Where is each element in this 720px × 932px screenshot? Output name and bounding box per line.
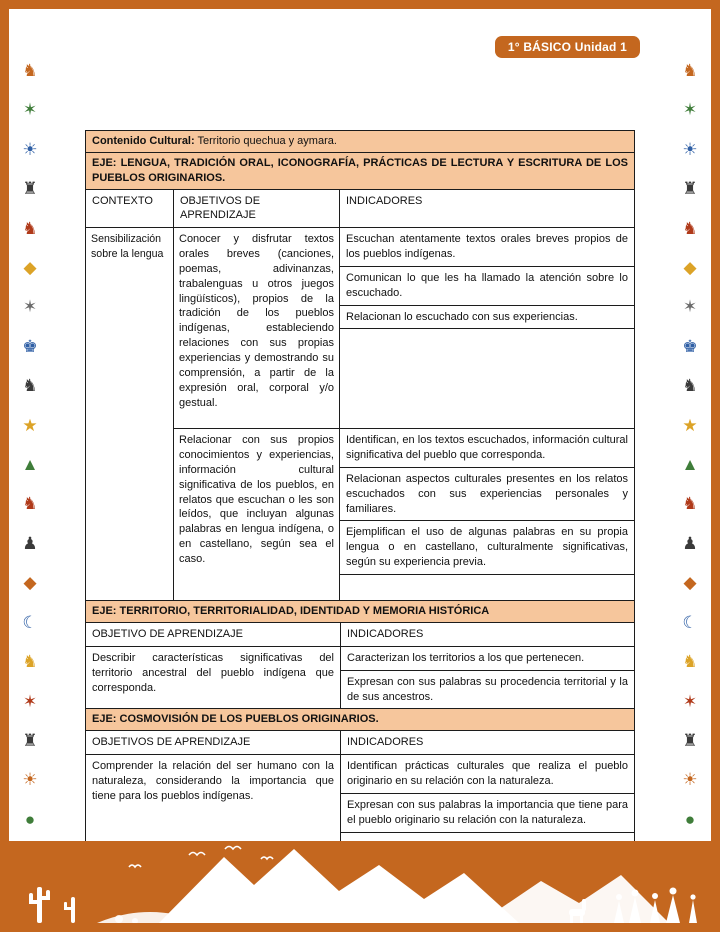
eje-cosmovision-header: EJE: COSMOVISIÓN DE LOS PUEBLOS ORIGINARIOS.: [86, 709, 634, 731]
dog-pictograph-icon: ♞: [682, 652, 698, 672]
star-pictograph-icon: ★: [22, 415, 38, 435]
llama-pictograph-icon: ♞: [22, 61, 38, 80]
star-pictograph-icon: ✶: [682, 100, 698, 120]
indicator-cell: Expresan con sus palabras la importancia que tiene para el pueblo originario su relación con la naturaleza.: [341, 794, 634, 833]
indicator-column: [340, 429, 634, 600]
figure-pictograph-icon: ♜: [682, 730, 698, 750]
figure-pictograph-icon: ♟: [22, 533, 38, 553]
indicator-cell: Escuchan atentamente textos orales breves propios de los pueblos indígenas.: [340, 228, 634, 267]
contexto-cell: Sensibilización sobre la lengua: [86, 228, 174, 600]
eje2-column-headers: [86, 623, 634, 647]
column-header-objetivos: OBJETIVOS DE APRENDIZAJE: [174, 190, 340, 228]
figure-pictograph-icon: ♟: [682, 533, 698, 553]
left-pictograph-strip: [13, 62, 47, 828]
fox-pictograph-icon: ♞: [682, 494, 698, 514]
objective-cell: Conocer y disfrutar textos orales breves (canciones, poemas, adivinanzas, trabalenguas u otros juegos lingüísticos), propios de la tradición de los pueblos indígenas, estableciendo relaciones con sus propias experiencias y demostrando su comprensión, a partir de la expresión oral, corporal y/o gestual.: [174, 228, 340, 428]
indicator-column: [341, 647, 634, 709]
mountain-pictograph-icon: ▲: [681, 455, 699, 475]
eje1-column-headers: [86, 190, 634, 229]
eje1-objective-groups: [174, 228, 634, 600]
diamond-pictograph-icon: ◆: [683, 573, 697, 593]
animal-pictograph-icon: ♞: [22, 376, 38, 396]
person-pictograph-icon: ♚: [682, 336, 698, 356]
indicator-cell: Relacionan lo escuchado con sus experiencias.: [340, 306, 634, 330]
dot-pictograph-icon: ●: [24, 809, 36, 829]
contenido-cultural-value: Territorio quechua y aymara.: [197, 135, 337, 147]
moon-pictograph-icon: ☾: [682, 612, 698, 632]
indicator-filler: [341, 833, 634, 842]
figure-pictograph-icon: ♜: [682, 179, 698, 199]
objective-cell: Describir características significativas del territorio ancestral del pueblo indígena que corresponda.: [86, 647, 341, 709]
sun-pictograph-icon: ☀: [22, 139, 38, 159]
indicator-filler: [340, 329, 634, 428]
indicator-cell: Caracterizan los territorios a los que pertenecen.: [341, 647, 634, 671]
figure-pictograph-icon: ♜: [22, 179, 38, 199]
diamond-pictograph-icon: ◆: [23, 258, 37, 278]
fox-pictograph-icon: ♞: [22, 218, 38, 238]
figure-pictograph-icon: ♜: [22, 730, 38, 750]
column-header-contexto: CONTEXTO: [86, 190, 174, 228]
curriculum-table: [85, 130, 635, 842]
llama-pictograph-icon: ♞: [682, 61, 698, 80]
indicator-column: [340, 228, 634, 428]
moon-pictograph-icon: ☾: [22, 612, 38, 632]
objective-cell: Relacionar con sus propios conocimientos y experiencias, información cultural significativa de los pueblos, en relatos que escuchan o les son leídos, que incluyan algunas palabras en lengua indígena, o en castellano, según sea el caso.: [174, 429, 340, 600]
sun-pictograph-icon: ☀: [682, 770, 698, 790]
fox-pictograph-icon: ♞: [682, 218, 698, 238]
column-header-objetivos: OBJETIVOS DE APRENDIZAJE: [86, 731, 341, 754]
indicator-cell: Expresan con sus palabras su procedencia territorial y la de sus ancestros.: [347, 675, 628, 703]
unit-badge: 1° BÁSICO Unidad 1: [495, 36, 640, 58]
column-header-indicadores: INDICADORES: [347, 628, 424, 641]
eje1-body: [86, 228, 634, 601]
indicator-cell: Relacionan aspectos culturales presentes en los relatos escuchados con sus experiencias personales y familiares.: [340, 468, 634, 522]
dot-pictograph-icon: ●: [684, 809, 696, 829]
star-pictograph-icon: ✶: [22, 100, 38, 120]
star-pictograph-icon: ✶: [682, 691, 698, 711]
eje-lengua-header: EJE: LENGUA, TRADICIÓN ORAL, ICONOGRAFÍA, PRÁCTICAS DE LECTURA Y ESCRITURA DE LOS PUEBLOS ORIGINARIOS.: [86, 153, 634, 190]
person-pictograph-icon: ♚: [22, 336, 38, 356]
mountain-pictograph-icon: ▲: [21, 455, 39, 475]
column-header-indicadores: INDICADORES: [346, 194, 423, 207]
footer-landscape-illustration: [9, 841, 711, 923]
column-header-objetivo: OBJETIVO DE APRENDIZAJE: [86, 623, 341, 646]
indicator-cell: Identifican, en los textos escuchados, información cultural significativa del pueblo que corresponda.: [340, 429, 634, 468]
sun-pictograph-icon: ☀: [22, 770, 38, 790]
column-header-indicadores: INDICADORES: [347, 736, 424, 749]
star-pictograph-icon: ✶: [22, 691, 38, 711]
objective-cell: Comprender la relación del ser humano con la naturaleza, considerando la importancia que tiene para los pueblos indígenas.: [86, 755, 341, 841]
objective-group-2: [174, 428, 634, 600]
sunburst-pictograph-icon: ✶: [682, 297, 698, 317]
sunburst-pictograph-icon: ✶: [22, 297, 38, 317]
eje-territorio-header: EJE: TERRITORIO, TERRITORIALIDAD, IDENTIDAD Y MEMORIA HISTÓRICA: [86, 601, 634, 623]
indicator-column: [341, 755, 634, 841]
right-pictograph-strip: [673, 62, 707, 828]
indicator-filler: [340, 575, 634, 600]
animal-pictograph-icon: ♞: [682, 376, 698, 396]
contenido-cultural-row: [86, 131, 634, 153]
indicator-cell: Identifican prácticas culturales que realiza el pueblo originario en su relación con la naturaleza.: [341, 755, 634, 794]
fox-pictograph-icon: ♞: [22, 494, 38, 514]
indicator-cell: Ejemplifican el uso de algunas palabras en su propia lengua o en castellano, culturalmente significativas, según su experiencia previa.: [340, 521, 634, 575]
star-pictograph-icon: ★: [682, 415, 698, 435]
diamond-pictograph-icon: ◆: [23, 573, 37, 593]
dog-pictograph-icon: ♞: [22, 652, 38, 672]
eje3-column-headers: [86, 731, 634, 755]
sun-pictograph-icon: ☀: [682, 139, 698, 159]
objective-group-1: [174, 228, 634, 428]
eje2-body: [86, 647, 634, 710]
eje3-body: [86, 755, 634, 841]
landscape-svg: [9, 841, 711, 923]
diamond-pictograph-icon: ◆: [683, 258, 697, 278]
indicator-cell: Comunican lo que les ha llamado la atención sobre lo escuchado.: [340, 267, 634, 306]
contenido-cultural-label: Contenido Cultural:: [92, 135, 195, 147]
